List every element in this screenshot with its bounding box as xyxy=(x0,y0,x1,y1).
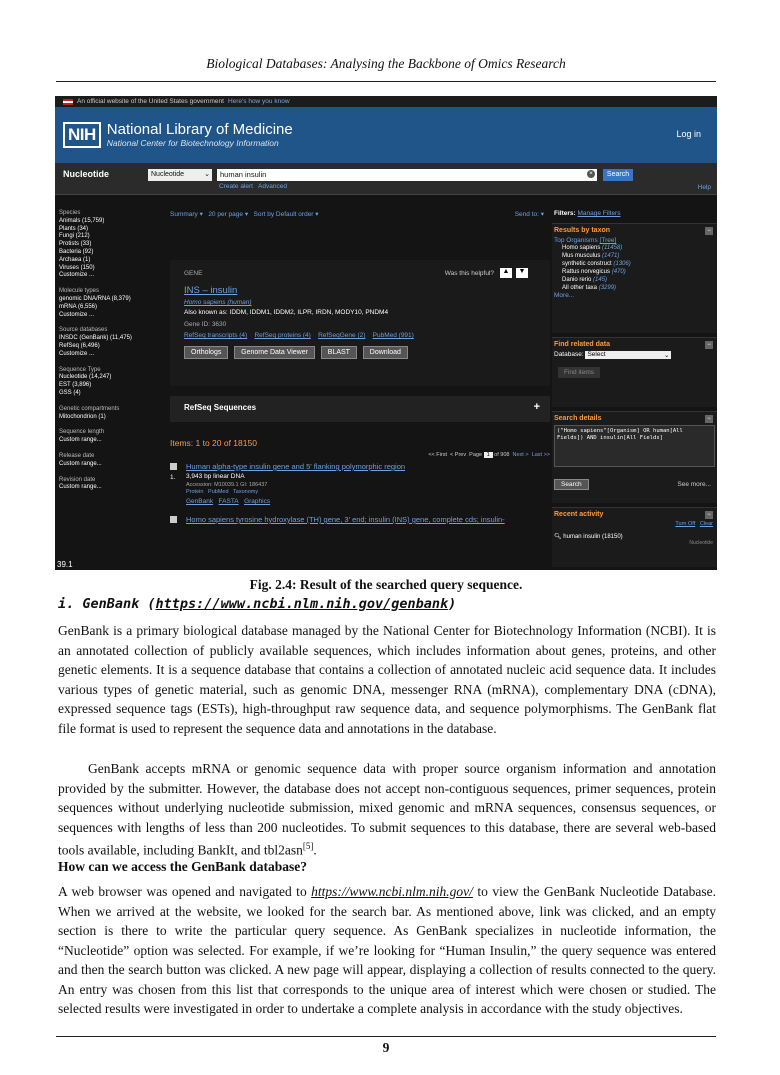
filter-group xyxy=(59,477,169,493)
recent-activity-title: Recent activity xyxy=(554,511,604,518)
find-related-panel xyxy=(552,337,717,407)
per-page-menu[interactable]: 20 per page ▾ xyxy=(208,211,249,218)
taxon-item[interactable] xyxy=(562,252,715,260)
refseq-transcripts-link[interactable]: RefSeq transcripts (4) xyxy=(184,332,248,339)
filter-group xyxy=(59,429,169,445)
details-search-button[interactable]: Search xyxy=(554,479,589,490)
search-button[interactable]: Search xyxy=(603,169,633,181)
taxon-item[interactable] xyxy=(562,260,715,268)
gov-banner-text: An official website of the United States government xyxy=(77,98,224,105)
section-heading-suffix: ) xyxy=(448,596,457,612)
refseq-title: RefSeq Sequences xyxy=(184,403,257,412)
find-related-title: Find related data xyxy=(554,341,611,348)
running-header: Biological Databases: Analysing the Backbone of Omics Research xyxy=(206,56,566,71)
filter-item[interactable]: genomic DNA/RNA (8,379) xyxy=(59,295,131,302)
results-by-taxon-panel xyxy=(552,223,717,333)
nih-header xyxy=(55,107,717,163)
filter-group-head: Sequence Type xyxy=(59,366,101,373)
filter-group-head: Release date xyxy=(59,452,95,459)
page-number: 9 xyxy=(382,1040,390,1055)
db-title: Nucleotide xyxy=(63,169,110,179)
ncbi-screenshot-figure xyxy=(55,96,717,570)
collapse-icon[interactable]: − xyxy=(705,341,713,349)
filter-group xyxy=(59,367,169,398)
taxon-name: Homo sapiens xyxy=(562,245,601,251)
search-details-textarea[interactable]: ("Homo sapiens"[Organism] OR human[All Fields]) AND insulin[All Fields] xyxy=(554,425,715,467)
filter-group-head: Sequence length xyxy=(59,429,105,436)
result-accession: Accession: M10039.1 GI: 186437 xyxy=(186,482,268,488)
filters-label: Filters: xyxy=(554,210,576,217)
orthologs-button[interactable]: Orthologs xyxy=(184,346,228,359)
filter-group xyxy=(59,210,169,280)
search-icon: 🔍︎ xyxy=(554,534,562,540)
database-row xyxy=(552,351,717,359)
result-length: 3,943 bp linear DNA xyxy=(186,473,245,480)
filter-group xyxy=(59,327,169,358)
taxon-count: (1306) xyxy=(613,261,631,267)
taxon-count: (3299) xyxy=(598,285,617,291)
manage-filters-link[interactable]: Manage Filters xyxy=(577,210,621,217)
search-details-actions xyxy=(552,479,717,493)
paragraph-end: . xyxy=(313,842,317,858)
refseq-proteins-link[interactable]: RefSeq proteins (4) xyxy=(254,332,311,339)
result-item xyxy=(170,462,550,505)
filter-group-head: Species xyxy=(59,210,81,216)
taxon-item[interactable] xyxy=(562,284,715,292)
pager-first[interactable]: << First xyxy=(428,452,447,458)
gov-banner-link[interactable]: Here's how you know xyxy=(227,98,290,105)
help-link[interactable]: Help xyxy=(697,184,711,191)
collapse-icon[interactable]: − xyxy=(705,227,713,235)
taxon-name: Mus musculus xyxy=(562,253,601,259)
search-input[interactable]: human insulin xyxy=(217,169,597,181)
sort-menu[interactable]: Sort by Default order ▾ xyxy=(253,211,319,218)
results-toolbar xyxy=(170,210,550,222)
paragraph-genbank-intro: GenBank is a primary biological database managed by the National Center for Biotechnology Information (NCBI). It is an annotated collection of publicly available sequences, which includes information about genes, proteins, and other genetic elements. It is a sequence database that contains a collection of annotated nucleic acid sequence data. It includes various types of genetic material, such as genomic DNA, messenger RNA (mRNA), complementary DNA (cDNA), expressed sequence tags (ESTs), high-throughput raw sequence data, and sequence polymorphisms. The GenBank flat file format is used to represent the sequence data and annotations in the database. xyxy=(58,623,716,736)
recent-item[interactable] xyxy=(552,527,717,540)
create-alert-link[interactable]: Create alert xyxy=(219,183,253,190)
taxon-count: (470) xyxy=(611,269,626,275)
result-item xyxy=(170,515,550,524)
refseqgene-link[interactable]: RefSeqGene (2) xyxy=(318,332,366,339)
taxon-name: All other taxa xyxy=(562,285,598,291)
result-title-link[interactable]: Homo sapiens tyrosine hydroxylase (TH) gene, 3' end; insulin (INS) gene, complete cds; insulin- xyxy=(186,515,505,524)
filter-group-head: Source databases xyxy=(59,327,108,334)
protein-link[interactable]: Protein xyxy=(186,489,204,495)
thumbs-up-icon[interactable]: ▲ xyxy=(500,268,512,278)
login-link[interactable]: Log in xyxy=(676,129,701,139)
nlm-title: National Library of Medicine xyxy=(106,121,293,138)
result-checkbox[interactable] xyxy=(170,463,177,470)
database-label: Database: xyxy=(554,351,584,358)
right-sidebar xyxy=(552,210,717,567)
taxon-item[interactable] xyxy=(562,268,715,276)
organism-link[interactable]: Homo sapiens (human) xyxy=(184,299,252,306)
fasta-link[interactable]: FASTA xyxy=(218,498,239,505)
database-dropdown-value: Select xyxy=(587,351,606,358)
pager-last[interactable]: Last >> xyxy=(531,452,550,458)
filter-item[interactable]: Viruses (150) xyxy=(59,264,95,271)
search-details-panel xyxy=(552,411,717,503)
taxon-item[interactable] xyxy=(562,244,715,252)
taxon-name: synthetic construct xyxy=(562,261,612,267)
database-select-value: Nucleotide xyxy=(151,171,185,178)
nih-logo[interactable]: NIH xyxy=(63,122,101,148)
result-checkbox[interactable] xyxy=(170,516,177,523)
helpful-prompt: Was this helpful? xyxy=(444,270,494,277)
search-bar xyxy=(55,163,717,195)
pager xyxy=(170,452,550,458)
result-links-row1 xyxy=(186,489,550,495)
database-dropdown[interactable] xyxy=(585,351,671,359)
filter-item[interactable]: Protists (33) xyxy=(59,241,92,248)
graphics-link[interactable]: Graphics xyxy=(244,498,271,505)
pager-next[interactable]: Next > xyxy=(512,452,529,458)
clear-link[interactable]: Clear xyxy=(699,521,713,527)
result-links-row2 xyxy=(186,498,550,505)
send-to-menu[interactable]: Send to: ▾ xyxy=(514,211,544,218)
filter-item[interactable]: Archaea (1) xyxy=(59,256,91,263)
figure-caption: Fig. 2.4: Result of the searched query sequence. xyxy=(249,577,523,592)
genbank-link[interactable]: GenBank xyxy=(186,498,214,505)
taxon-name: Danio rerio xyxy=(562,277,592,283)
taxon-count: (1471) xyxy=(602,253,620,259)
blast-button[interactable]: BLAST xyxy=(321,346,357,359)
clear-icon[interactable]: × xyxy=(587,170,595,178)
filter-group xyxy=(59,453,169,469)
header-rule xyxy=(56,81,716,82)
search-details-title: Search details xyxy=(554,415,602,422)
ncbi-url-link[interactable]: https://www.ncbi.nlm.nih.gov/ xyxy=(311,884,473,899)
filter-item[interactable]: Plants (34) xyxy=(59,225,89,232)
pager-page-input[interactable]: 1 xyxy=(484,452,493,458)
search-sublinks xyxy=(219,183,287,190)
genome-data-viewer-button[interactable]: Genome Data Viewer xyxy=(234,346,315,359)
filter-item[interactable]: Custom range... xyxy=(59,437,102,444)
gov-banner xyxy=(55,96,717,107)
gene-label: GENE xyxy=(184,270,203,277)
result-title-link[interactable]: Human alpha-type insulin gene and 5' flanking polymorphic region xyxy=(186,462,406,471)
access-question-heading: How can we access the GenBank database? xyxy=(58,859,307,874)
collapse-icon[interactable]: − xyxy=(705,415,713,423)
recent-item-label: human insulin (18150) xyxy=(563,534,623,540)
paragraph-text: to view the GenBank Nucleotide Database. When we arrived at the website, we looked for the search bar. As mentioned above, link was clicked, and an empty section is there to write the particular query sequence. As GenBank specializes in nucleotide information, the “Nucleotide” option was selected. For example, if we’re looking for “Human Insulin,” the query sequence was entered and then the search button was clicked. A new page will appear, displaying a collection of results connected to the query. An entry was chosen from this list that corresponds to the unique area of interest which were chosen or studied. The selected results were investigated in order to undertake a complete analysis in accordance with the study objectives. xyxy=(58,884,716,1016)
taxon-item[interactable] xyxy=(562,276,715,284)
filter-item[interactable]: Custom range... xyxy=(59,484,102,491)
recent-activity-panel xyxy=(552,507,717,567)
section-heading xyxy=(58,596,456,612)
filter-group-head: Revision date xyxy=(59,476,96,483)
thumbs-down-icon[interactable]: ▼ xyxy=(516,268,528,278)
filter-item[interactable]: GSS (4) xyxy=(59,389,81,396)
gene-link[interactable]: INS – insulin xyxy=(184,285,238,296)
refseq-panel[interactable] xyxy=(170,396,550,422)
filter-item[interactable]: mRNA (6,556) xyxy=(59,303,98,310)
paragraph-text: A web browser was opened and navigated to xyxy=(58,884,312,899)
gene-related-links xyxy=(184,332,536,339)
results-pane xyxy=(170,210,550,524)
paragraph-genbank-submission xyxy=(58,759,716,860)
filter-item[interactable]: Fungi (212) xyxy=(59,233,90,240)
filter-item[interactable]: RefSeq (6,496) xyxy=(59,342,100,349)
filter-item[interactable]: Customize ... xyxy=(59,272,95,279)
expand-plus-icon[interactable]: + xyxy=(533,401,540,413)
pager-page-label: Page xyxy=(469,452,483,458)
filter-item[interactable]: Nucleotide (14,247) xyxy=(59,374,112,381)
advanced-link[interactable]: Advanced xyxy=(258,183,287,190)
chevron-down-icon: ⌄ xyxy=(204,171,210,178)
gene-sensor-box xyxy=(170,260,550,386)
download-button[interactable]: Download xyxy=(363,346,408,359)
top-organisms-label: Top Organisms xyxy=(554,237,598,244)
nlm-subtitle: National Center for Biotechnology Information xyxy=(106,138,279,148)
paragraph-access-steps xyxy=(58,882,716,1019)
left-filter-sidebar xyxy=(59,210,169,500)
pubmed-link[interactable]: PubMed xyxy=(208,489,229,495)
gene-id: Gene ID: 3630 xyxy=(184,321,227,328)
filter-item[interactable]: EST (3,896) xyxy=(59,382,92,389)
citation-ref: [5] xyxy=(302,841,314,851)
taxonomy-link[interactable]: Taxonomy xyxy=(233,489,259,495)
section-heading-prefix: i. GenBank ( xyxy=(58,596,156,612)
more-taxa-link[interactable]: More... xyxy=(554,292,575,299)
results-by-taxon-title: Results by taxon xyxy=(554,227,611,234)
tree-link[interactable]: [Tree] xyxy=(599,237,617,244)
paragraph-text: GenBank accepts mRNA or genomic sequence data with proper source organism information and annotation provided by the submitter. However, the database does not accept non-contiguous sequences, primer sequences, protein sequences without underlying nucleotide submission, mixed genomic and mRNA sequences, consensus sequences, or sequences with lengths of less than 200 nucleotides. To submit sequences to this database, there are several web-based tools available, including BankIt, and tbl2asn xyxy=(58,761,716,858)
taxon-list xyxy=(552,237,717,299)
filters-row xyxy=(552,210,717,223)
filter-item[interactable]: Customize ... xyxy=(59,311,95,318)
filter-item[interactable]: Customize ... xyxy=(59,350,95,357)
taxon-name: Rattus norvegicus xyxy=(562,269,611,275)
gene-actions xyxy=(184,346,536,359)
us-flag-icon xyxy=(63,99,73,105)
filter-group-head: Genetic compartments xyxy=(59,405,120,412)
filter-group xyxy=(59,406,169,422)
filter-item[interactable]: Animals (15,759) xyxy=(59,217,105,224)
result-number: 1. xyxy=(170,474,176,481)
chevron-down-icon: ⌄ xyxy=(664,352,670,359)
find-items-button[interactable]: Find items xyxy=(558,367,600,378)
filter-item[interactable]: Custom range... xyxy=(59,460,102,467)
recent-item-db: Nucleotide xyxy=(689,540,713,546)
database-select[interactable] xyxy=(148,169,212,181)
summary-menu[interactable]: Summary ▾ xyxy=(170,211,203,218)
footer-rule xyxy=(56,1036,716,1037)
items-count: Items: 1 to 20 of 18150 xyxy=(170,438,257,448)
turn-off-link[interactable]: Turn Off xyxy=(675,521,696,527)
filter-item[interactable]: Bacteria (92) xyxy=(59,248,94,255)
see-more-link[interactable]: See more... xyxy=(677,481,711,488)
pager-prev[interactable]: < Prev xyxy=(450,452,467,458)
taxon-count: (145) xyxy=(593,277,608,283)
filter-group-head: Molecule types xyxy=(59,288,100,295)
gene-aliases: Also known as: IDDM, IDDM1, IDDM2, ILPR, IRDN, MODY10, PNDM4 xyxy=(184,309,389,316)
filter-item[interactable]: Mitochondrion (1) xyxy=(59,413,106,420)
genbank-url-link[interactable]: https://www.ncbi.nlm.nih.gov/genbank xyxy=(155,596,449,612)
pager-of: of 908 xyxy=(494,452,510,458)
collapse-icon[interactable]: − xyxy=(705,511,713,519)
taxon-count: (11458) xyxy=(602,245,623,251)
filter-group xyxy=(59,288,169,319)
page-corner-number: 39.1 xyxy=(57,560,73,569)
filter-item[interactable]: INSDC (GenBank) (11,475) xyxy=(59,335,132,342)
pubmed-link[interactable]: PubMed (991) xyxy=(372,332,414,339)
